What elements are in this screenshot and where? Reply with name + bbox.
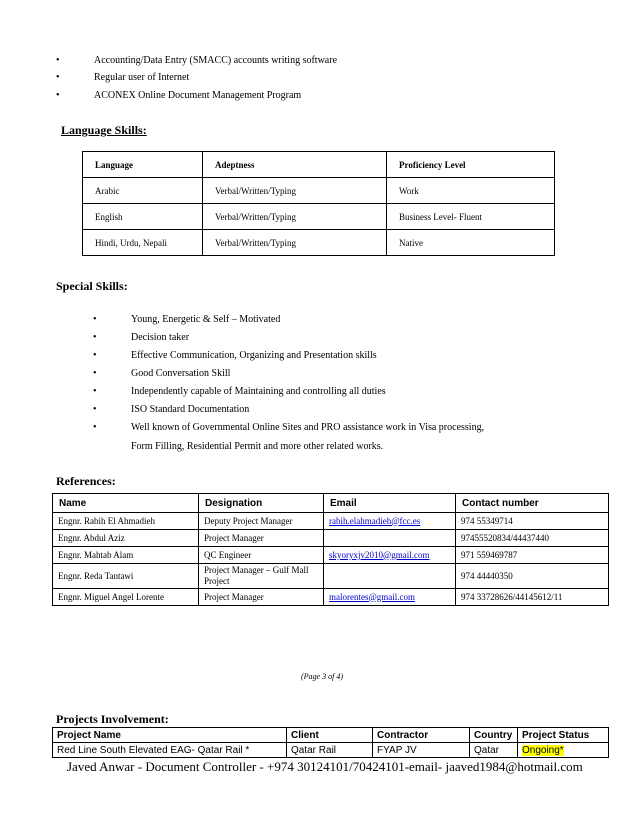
- special-skills-heading: Special Skills:: [56, 279, 128, 293]
- table-row: [53, 513, 609, 530]
- reference-email: [324, 547, 456, 564]
- table-header-row: [53, 494, 609, 513]
- reference-email: [324, 564, 456, 589]
- table-cell: Hindi, Urdu, Nepali: [83, 230, 203, 256]
- table-row: [83, 230, 555, 256]
- column-header: Project Status: [518, 728, 609, 743]
- table-row: [53, 743, 609, 758]
- list-item-text: Effective Communication, Organizing and Presentation skills: [131, 350, 377, 361]
- reference-name: Engnr. Rabih El Ahmadieh: [53, 513, 199, 530]
- table-row: [53, 547, 609, 564]
- list-item-text: Decision taker: [131, 332, 190, 343]
- bullet-icon: •: [93, 314, 97, 325]
- column-header: Proficiency Level: [387, 152, 555, 178]
- bullet-icon: •: [56, 90, 60, 101]
- column-header: Email: [324, 494, 456, 513]
- reference-designation: Deputy Project Manager: [199, 513, 324, 530]
- language-skills-table: [82, 151, 555, 256]
- table-cell: Verbal/Written/Typing: [203, 230, 387, 256]
- status-badge: Ongoing*: [522, 744, 564, 756]
- reference-name: Engnr. Abdul Aziz: [53, 530, 199, 547]
- list-item-text: Young, Energetic & Self – Motivated: [131, 314, 281, 325]
- table-cell: Work: [387, 178, 555, 204]
- list-item-text: ACONEX Online Document Management Program: [94, 90, 302, 101]
- project-name: Red Line South Elevated EAG- Qatar Rail *: [53, 743, 287, 758]
- reference-designation: Project Manager: [199, 530, 324, 547]
- table-row: [53, 530, 609, 547]
- project-contractor: FYAP JV: [373, 743, 470, 758]
- projects-heading: Projects Involvement:: [56, 712, 169, 726]
- bullet-icon: •: [56, 55, 60, 66]
- table-cell: English: [83, 204, 203, 230]
- bullet-icon: •: [93, 404, 97, 415]
- column-header: Name: [53, 494, 199, 513]
- table-header-row: [53, 728, 609, 743]
- page-footer: Javed Anwar - Document Controller - +974 30124101/70424101-email- jaaved1984@hotmail.com: [67, 759, 583, 774]
- table-header-row: [83, 152, 555, 178]
- reference-email: [324, 513, 456, 530]
- reference-designation: Project Manager: [199, 589, 324, 606]
- bullet-icon: •: [93, 368, 97, 379]
- language-skills-heading: Language Skills:: [61, 123, 147, 137]
- reference-contact: 97455520834/44437440: [456, 530, 609, 547]
- bullet-icon: •: [93, 386, 97, 397]
- table-cell: Verbal/Written/Typing: [203, 178, 387, 204]
- list-item-text: Well known of Governmental Online Sites and PRO assistance work in Visa processing,: [131, 422, 485, 433]
- list-item-text: Independently capable of Maintaining and controlling all duties: [131, 386, 386, 397]
- page-number: (Page 3 of 4): [301, 672, 343, 681]
- table-cell: Business Level- Fluent: [387, 204, 555, 230]
- list-item-continuation: Form Filling, Residential Permit and more other related works.: [131, 441, 384, 452]
- bullet-icon: •: [93, 350, 97, 361]
- reference-email: [324, 589, 456, 606]
- reference-name: Engnr. Miguel Angel Lorente: [53, 589, 199, 606]
- project-country: Qatar: [470, 743, 518, 758]
- reference-designation: Project Manager – Gulf Mall Project: [199, 564, 324, 589]
- list-item-text: Accounting/Data Entry (SMACC) accounts writing software: [94, 55, 338, 66]
- reference-name: Engnr. Reda Tantawi: [53, 564, 199, 589]
- list-item-text: ISO Standard Documentation: [131, 404, 250, 415]
- reference-designation: QC Engineer: [199, 547, 324, 564]
- list-item-text: Good Conversation Skill: [131, 368, 231, 379]
- column-header: Contact number: [456, 494, 609, 513]
- table-row: [83, 204, 555, 230]
- table-row: [53, 589, 609, 606]
- email-link[interactable]: skyoryxjv2010@gmail.com: [329, 549, 430, 560]
- table-cell: Arabic: [83, 178, 203, 204]
- column-header: Language: [83, 152, 203, 178]
- table-row: [83, 178, 555, 204]
- references-heading: References:: [56, 474, 116, 488]
- reference-contact: 974 44440350: [456, 564, 609, 589]
- project-status: [518, 743, 609, 758]
- references-table: [52, 493, 609, 606]
- table-cell: Verbal/Written/Typing: [203, 204, 387, 230]
- bullet-icon: •: [56, 72, 60, 83]
- column-header: Contractor: [373, 728, 470, 743]
- column-header: Country: [470, 728, 518, 743]
- list-item-text: Regular user of Internet: [94, 72, 190, 83]
- column-header: Designation: [199, 494, 324, 513]
- reference-contact: 974 55349714: [456, 513, 609, 530]
- column-header: Project Name: [53, 728, 287, 743]
- reference-name: Engnr. Mahtab Alam: [53, 547, 199, 564]
- reference-contact: 974 33728626/44145612/11: [456, 589, 609, 606]
- reference-contact: 971 559469787: [456, 547, 609, 564]
- table-row: [53, 564, 609, 589]
- projects-table: [52, 727, 609, 758]
- reference-email: [324, 530, 456, 547]
- email-link[interactable]: rabih.elahmadieh@fcc.es: [329, 515, 421, 526]
- email-link[interactable]: malorentes@gmail.com: [329, 591, 416, 602]
- project-client: Qatar Rail: [287, 743, 373, 758]
- column-header: Adeptness: [203, 152, 387, 178]
- bullet-icon: •: [93, 332, 97, 343]
- bullet-icon: •: [93, 422, 97, 433]
- table-cell: Native: [387, 230, 555, 256]
- column-header: Client: [287, 728, 373, 743]
